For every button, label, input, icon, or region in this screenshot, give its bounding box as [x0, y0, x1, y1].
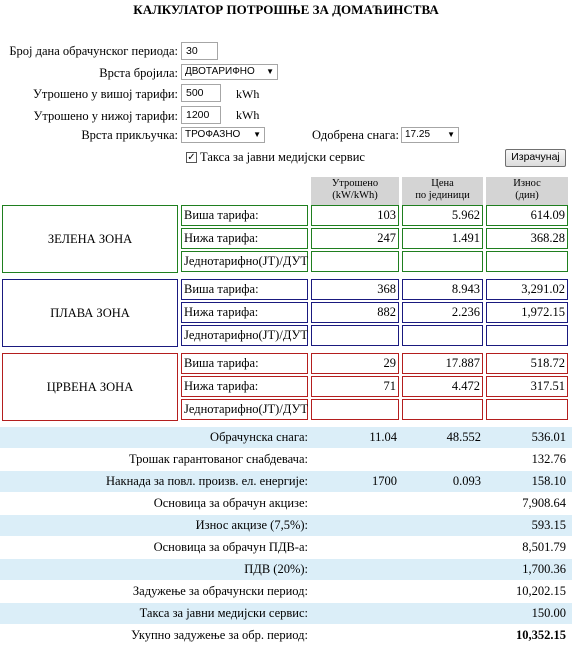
summary-amount: 593.15: [531, 518, 566, 532]
summary-row: [0, 559, 572, 580]
amount-cell: 518.72: [486, 353, 568, 374]
power-select[interactable]: [401, 127, 459, 143]
tariff-label: Виша тарифа:: [181, 205, 308, 226]
amount-cell: [486, 325, 568, 346]
tariff-label: Нижа тарифа:: [181, 376, 308, 397]
summary-label: ПДВ (20%):: [244, 562, 308, 576]
amount-cell: 614.09: [486, 205, 568, 226]
price-cell: 8.943: [402, 279, 483, 300]
lower-tariff-input[interactable]: 1200: [181, 106, 221, 124]
summary-amount: 8,501.79: [522, 540, 566, 554]
price-cell: 4.472: [402, 376, 483, 397]
summary-amount: 10,202.15: [516, 584, 566, 598]
summary-row: [0, 449, 572, 470]
summary-label: Основица за обрачун ПДВ-а:: [153, 540, 308, 554]
summary-row: [0, 471, 572, 492]
zone-name: ЦРВЕНА ЗОНА: [2, 353, 178, 421]
higher-tariff-label: Утрошено у вишој тарифи:: [32, 87, 178, 101]
zone-name: ПЛАВА ЗОНА: [2, 279, 178, 347]
price-cell: [402, 325, 483, 346]
summary-label: Обрачунска снага:: [210, 430, 308, 444]
consumed-cell: 103: [311, 205, 399, 226]
consumed-cell: [311, 325, 399, 346]
amount-header: Износ (дин): [486, 177, 568, 205]
lower-tariff-label: Утрошено у нижој тарифи:: [33, 109, 178, 123]
calculate-button[interactable]: Израчунај: [505, 149, 566, 167]
summary-row: [0, 581, 572, 602]
amount-cell: [486, 251, 568, 272]
days-label: Број дана обрачунског периода:: [9, 44, 178, 58]
chevron-down-icon: ▼: [266, 67, 274, 76]
meter-select-value: ДВОТАРИФНО: [185, 66, 255, 77]
consumed-cell: [311, 399, 399, 420]
price-header: Цена по јединици: [402, 177, 483, 205]
summary-label: Трошак гарантованог снабдевача:: [128, 452, 308, 466]
check-icon: ✓: [187, 152, 196, 163]
consumed-cell: 71: [311, 376, 399, 397]
summary-label: Основица за обрачун акцизе:: [153, 496, 308, 510]
summary-amount: 1,700.36: [522, 562, 566, 576]
amount-cell: 1,972.15: [486, 302, 568, 323]
consumed-cell: [311, 251, 399, 272]
summary-amount: 158.10: [531, 474, 566, 488]
price-cell: 5.962: [402, 205, 483, 226]
consumed-cell: 29: [311, 353, 399, 374]
price-cell: [402, 251, 483, 272]
amount-cell: [486, 399, 568, 420]
summary-label: Износ акцизе (7,5%):: [195, 518, 308, 532]
price-cell: 1.491: [402, 228, 483, 249]
tariff-label: Једнотарифно(ЈТ)/ДУТ: [181, 251, 308, 272]
tariff-label: Виша тарифа:: [181, 279, 308, 300]
consumed-header: Утрошено (kW/kWh): [311, 177, 399, 205]
summary-row: [0, 537, 572, 558]
tariff-label: Нижа тарифа:: [181, 228, 308, 249]
chevron-down-icon: ▼: [253, 130, 261, 139]
days-input[interactable]: 30: [181, 42, 218, 60]
summary-label: Задужење за обрачунски период:: [132, 584, 308, 598]
higher-unit: kWh: [236, 87, 260, 101]
summary-amount: 132.76: [531, 452, 566, 466]
amount-cell: 317.51: [486, 376, 568, 397]
summary-row: [0, 625, 572, 646]
zone-name: ЗЕЛЕНА ЗОНА: [2, 205, 178, 273]
consumed-cell: 247: [311, 228, 399, 249]
summary-price: 0.093: [452, 474, 481, 488]
tax-label: Такса за јавни медијски сервис: [200, 150, 365, 164]
connection-label: Врста прикључка:: [81, 128, 178, 142]
price-cell: 17.887: [402, 353, 483, 374]
summary-consumed: 11.04: [369, 430, 397, 444]
summary-row: [0, 493, 572, 514]
summary-label: Накнада за повл. произв. ел. енергије:: [105, 474, 308, 488]
summary-label: Укупно задужење за обр. период:: [131, 628, 308, 642]
summary-row: [0, 515, 572, 536]
meter-select[interactable]: [181, 64, 278, 80]
summary-consumed: 1700: [372, 474, 397, 488]
chevron-down-icon: ▼: [447, 130, 455, 139]
tax-checkbox[interactable]: [186, 152, 197, 163]
amount-cell: 3,291.02: [486, 279, 568, 300]
tariff-label: Нижа тарифа:: [181, 302, 308, 323]
connection-select[interactable]: [181, 127, 265, 143]
meter-label: Врста бројила:: [99, 66, 178, 80]
summary-price: 48.552: [446, 430, 481, 444]
connection-select-value: ТРОФАЗНО: [185, 129, 241, 140]
summary-label: Такса за јавни медијски сервис:: [139, 606, 308, 620]
power-label: Одобрена снага:: [312, 128, 399, 142]
price-cell: 2.236: [402, 302, 483, 323]
higher-tariff-input[interactable]: 500: [181, 84, 221, 102]
summary-row: [0, 603, 572, 624]
summary-amount: 150.00: [531, 606, 566, 620]
lower-unit: kWh: [236, 108, 260, 122]
consumed-cell: 368: [311, 279, 399, 300]
page-title: КАЛКУЛАТОР ПОТРОШЊЕ ЗА ДОМАЋИНСТВА: [133, 2, 439, 17]
consumed-cell: 882: [311, 302, 399, 323]
summary-amount: 10,352.15: [516, 628, 566, 642]
amount-cell: 368.28: [486, 228, 568, 249]
tariff-label: Виша тарифа:: [181, 353, 308, 374]
summary-amount: 536.01: [531, 430, 566, 444]
price-cell: [402, 399, 483, 420]
summary-amount: 7,908.64: [522, 496, 566, 510]
summary-row: [0, 427, 572, 448]
power-select-value: 17.25: [405, 129, 431, 140]
tariff-label: Једнотарифно(ЈТ)/ДУТ: [181, 399, 308, 420]
tariff-label: Једнотарифно(ЈТ)/ДУТ: [181, 325, 308, 346]
